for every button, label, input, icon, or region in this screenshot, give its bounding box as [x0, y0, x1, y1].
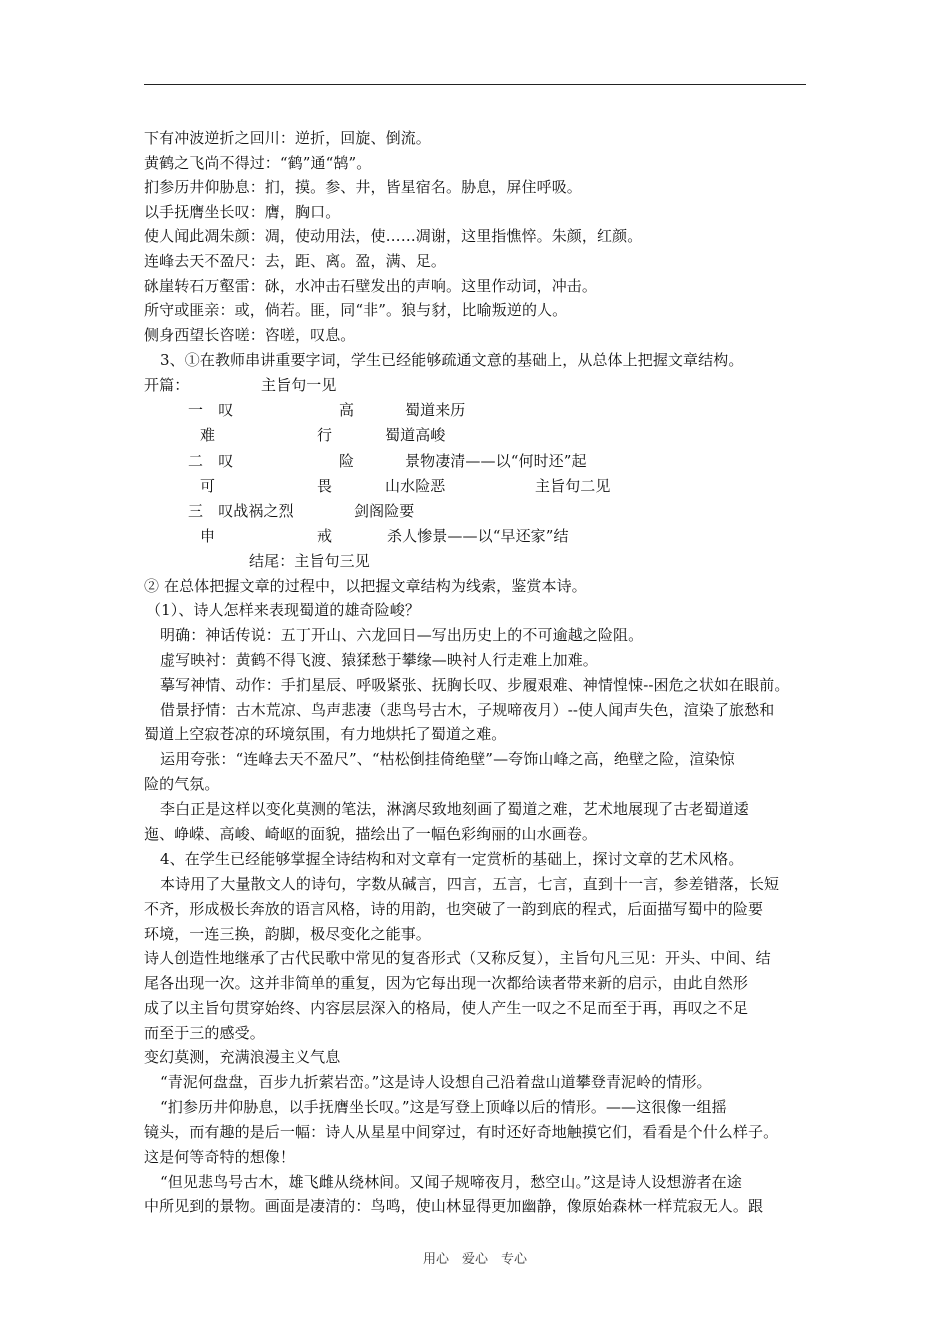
text-line: “青泥何盘盘，百步九折萦岩峦。”这是诗人设想自己沿着盘山道攀登青泥岭的情形。	[160, 1073, 712, 1091]
text-line: 运用夸张：“连峰去天不盈尺”、“枯松倒挂倚绝壁”—夸饰山峰之高，绝壁之险，渲染惊	[160, 750, 735, 768]
text-line: 这是何等奇特的想像！	[144, 1148, 296, 1166]
text-line: 使人闻此凋朱颜：凋，使动用法，使……凋谢，这里指憔悴。朱颜，红颜。	[144, 227, 643, 245]
text-line: “但见悲鸟号古木，雄飞雌从绕林间。又闻子规啼夜月，愁空山。”这是诗人设想游者在途	[160, 1173, 742, 1191]
text-line: 侧身西望长咨嗟：咨嗟，叹息。	[144, 326, 356, 344]
text-line: 诗人创造性地继承了古代民歌中常见的复沓形式（又称反复），主旨句凡三见：开头、中间、结	[144, 949, 771, 967]
text-line: ② 在总体把握文章的过程中，以把握文章结构为线索，鉴赏本诗。	[144, 577, 587, 595]
text-line: 而至于三的感受。	[144, 1024, 265, 1042]
structure-cell: 高	[339, 401, 355, 419]
text-line: 迤、峥嵘、高峻、崎岖的面貌，描绘出了一幅色彩绚丽的山水画卷。	[144, 825, 598, 843]
text-line: 砯崖转石万壑雷：砯，水冲击石壁发出的声响。这里作动词，冲击。	[144, 277, 598, 295]
text-line: 中所见到的景物。画面是凄清的：鸟鸣，使山林显得更加幽静，像原始森林一样荒寂无人。跟	[144, 1197, 764, 1215]
text-line: 虚写映衬：黄鹤不得飞渡、猿猱愁于攀缘—映衬人行走难上加难。	[160, 651, 598, 669]
structure-open-text: 主旨句一见	[261, 376, 337, 394]
structure-cell: 三 叹战祸之烈	[188, 502, 294, 520]
structure-cell: 景物凄清——以“何时还”起	[405, 452, 587, 470]
structure-cell: 险	[339, 452, 355, 470]
text-line: 险的气氛。	[144, 775, 220, 793]
text-line: 尾各出现一次。这并非简单的重复，因为它每出现一次都给读者带来新的启示，由此自然形	[144, 974, 749, 992]
text-line: 环境，一连三换，韵脚，极尽变化之能事。	[144, 925, 431, 943]
structure-cell: 二 叹	[188, 452, 234, 470]
text-line: 蜀道上空寂苍凉的环境氛围，有力地烘托了蜀道之难。	[144, 725, 507, 743]
text-line: 变幻莫测，充满浪漫主义气息	[144, 1048, 341, 1066]
text-line: 本诗用了大量散文人的诗句，字数从碱言，四言，五言，七言，直到十一言，参差错落，长短	[160, 875, 780, 893]
structure-end: 结尾：主旨句三见	[249, 552, 370, 570]
structure-cell: 剑阁险要	[354, 502, 415, 520]
text-line: “扪参历井仰胁息，以手抚膺坐长叹。”这是写登上顶峰以后的情形。——这很像一组摇	[160, 1098, 727, 1116]
header-rule	[144, 84, 806, 85]
text-line: 所守或匪亲：或，倘若。匪，同“非”。狼与豺，比喻叛逆的人。	[144, 301, 568, 319]
text-line: 李白正是这样以变化莫测的笔法，淋漓尽致地刻画了蜀道之难，艺术地展现了古老蜀道逶	[160, 800, 749, 818]
text-line: 成了以主旨句贯穿始终、内容层层深入的格局，使人产生一叹之不足而至于再，再叹之不足	[144, 999, 749, 1017]
structure-cell: 蜀道高峻	[385, 426, 446, 444]
structure-cell: 主旨句二见	[535, 477, 611, 495]
text-line: 明确：神话传说：五丁开山、六龙回日—写出历史上的不可逾越之险阻。	[160, 626, 644, 644]
text-line: 镜头，而有趣的是后一幅：诗人从星星中间穿过，有时还好奇地触摸它们，看看是个什么样子。	[144, 1123, 779, 1141]
text-line: 以手抚膺坐长叹：膺，胸口。	[144, 203, 341, 221]
structure-cell: 行	[317, 426, 333, 444]
structure-cell: 可	[200, 477, 216, 495]
structure-cell: 杀人惨景——以“早还家”结	[387, 527, 569, 545]
structure-cell: 戒	[317, 527, 333, 545]
structure-cell: 蜀道来历	[405, 401, 466, 419]
structure-cell: 一 叹	[188, 401, 234, 419]
text-line: 下有冲波逆折之回川：逆折，回旋、倒流。	[144, 129, 431, 147]
structure-cell: 申	[200, 527, 216, 545]
text-line: 连峰去天不盈尺：去，距、离。盈，满、足。	[144, 252, 447, 270]
text-line: 借景抒情：古木荒凉、鸟声悲凄（悲鸟号古木，子规啼夜月）--使人闻声失色，渲染了旅愁和	[160, 701, 775, 719]
text-line: 摹写神情、动作：手扪星辰、呼吸紧张、抚胸长叹、步履艰难、神情惶悚--困危之状如在眼前。	[160, 676, 790, 694]
text-line: 3、①在教师串讲重要字词，学生已经能够疏通文意的基础上，从总体上把握文章结构。	[160, 351, 744, 369]
text-line: 黄鹤之飞尚不得过：“鹤”通“鹄”。	[144, 154, 372, 172]
structure-cell: 畏	[317, 477, 333, 495]
text-line: 不齐，形成极长奔放的语言风格，诗的用韵，也突破了一韵到底的程式，后面描写蜀中的险要	[144, 900, 764, 918]
text-line: 扪参历井仰胁息：扪，摸。参、井，皆星宿名。胁息，屏住呼吸。	[144, 178, 582, 196]
structure-cell: 山水险恶	[385, 477, 446, 495]
text-line: （1）、诗人怎样来表现蜀道的雄奇险峻？	[146, 601, 420, 619]
text-line: 4、在学生已经能够掌握全诗结构和对文章有一定赏析的基础上，探讨文章的艺术风格。	[160, 850, 744, 868]
page-footer: 用心 爱心 专心	[422, 1252, 527, 1267]
structure-cell: 难	[200, 426, 216, 444]
structure-open-label: 开篇：	[144, 376, 190, 394]
